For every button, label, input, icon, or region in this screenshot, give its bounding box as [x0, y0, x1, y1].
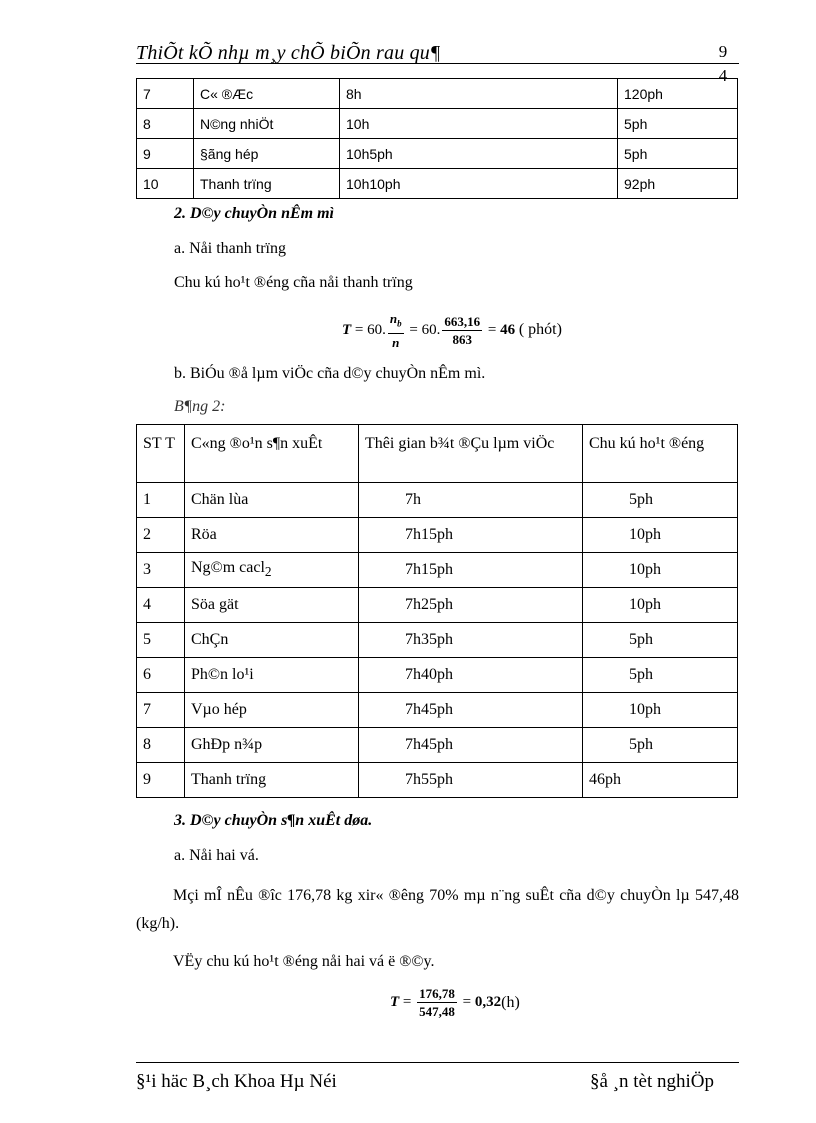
section-2-heading: 2. D©y chuyÒn nÊm mì [174, 205, 334, 222]
section-3-paragraph-2: VËy chu kú ho¹t ®éng nåi hai vá ë ®©y. [173, 953, 435, 970]
footer-university: §¹i häc B¸ch Khoa Hµ Néi [136, 1071, 337, 1092]
table-cell: 7h55ph [359, 763, 583, 798]
table-cell: Ph©n lo¹i [185, 658, 359, 693]
table-row [137, 588, 738, 623]
table-cell: 10h [340, 109, 618, 139]
table-cell: 10h5ph [340, 139, 618, 169]
table-cell: 7h45ph [359, 693, 583, 728]
table-cell: 6 [137, 658, 185, 693]
table-cell: ChÇn [185, 623, 359, 658]
table-cell: 7h35ph [359, 623, 583, 658]
table-cell: C« ®Æc [194, 79, 340, 109]
table-cell: 7h45ph [359, 728, 583, 763]
table-cell: GhÐp n¾p [185, 728, 359, 763]
table-row [137, 169, 738, 199]
table-cell: 7 [137, 79, 194, 109]
table-row [137, 518, 738, 553]
table-row [137, 728, 738, 763]
table-row [137, 763, 738, 798]
schedule-table-1 [136, 78, 738, 199]
table-cell: Thanh trïng [185, 763, 359, 798]
table-2-header-stt: ST T [137, 425, 185, 483]
table-cell: 10 [137, 169, 194, 199]
formula-cycle-sterilizer: T = 60. $\frac{n_b}{n}$ = 60. $\frac{663,16}{863}$ = 46 ( phót) [342, 311, 562, 350]
table-cell: 5ph [583, 728, 738, 763]
table-cell: 7h15ph [359, 553, 583, 588]
table-cell: 5ph [583, 483, 738, 518]
table-cell: 1 [137, 483, 185, 518]
table-cell: Chän lùa [185, 483, 359, 518]
page-number: 9 4 [718, 42, 728, 85]
table-cell: 7 [137, 693, 185, 728]
table-row [137, 483, 738, 518]
table-cell: Thanh trïng [194, 169, 340, 199]
table-row [137, 139, 738, 169]
formula-cycle-double-pot: T = $\frac{176,78}{547,48}$ = 0,32 (h) [390, 986, 520, 1019]
table-row [137, 553, 738, 588]
schedule-table-2 [136, 424, 738, 798]
table-cell: 7h15ph [359, 518, 583, 553]
table-cell: Söa gät [185, 588, 359, 623]
table-cell: 46ph [583, 763, 738, 798]
table-cell: 5ph [618, 109, 738, 139]
section-2-sub-b: b. BiÓu ®å lµm viÖc cña d©y chuyÒn nÊm mì. [174, 365, 486, 382]
table-2-caption: B¶ng 2: [174, 398, 226, 415]
section-3-heading: 3. D©y chuyÒn s¶n xuÊt døa. [174, 812, 373, 829]
table-cell: 9 [137, 763, 185, 798]
table-row [137, 658, 738, 693]
table-cell: 8h [340, 79, 618, 109]
section-2-cycle-text: Chu kú ho¹t ®éng cña nåi thanh trïng [174, 274, 413, 291]
table-cell: 7h [359, 483, 583, 518]
table-cell: 7h25ph [359, 588, 583, 623]
table-cell: 10ph [583, 588, 738, 623]
table-2-header-start-time: Thêi gian b¾t ®Çu lµm viÖc [359, 425, 583, 483]
table-cell: N©ng nhiÖt [194, 109, 340, 139]
table-row [137, 79, 738, 109]
section-3-sub-a: a. Nåi hai vá. [174, 847, 259, 864]
section-2-sub-a: a. Nåi thanh trïng [174, 240, 286, 257]
table-cell: 8 [137, 728, 185, 763]
footer-rule [136, 1062, 739, 1063]
table-cell: 5 [137, 623, 185, 658]
table-cell: 2 [137, 518, 185, 553]
table-cell: 7h40ph [359, 658, 583, 693]
table-cell: §ãng hép [194, 139, 340, 169]
table-cell: 120ph [618, 79, 738, 109]
table-cell: 10ph [583, 693, 738, 728]
section-3-paragraph-1: Mçi mÎ nÊu ®îc 176,78 kg xir« ®êng 70% mµ n¨ng suÊt cña d©y chuyÒn lµ 547,48 (kg/h). [136, 887, 739, 932]
table-cell: Vµo hép [185, 693, 359, 728]
table-cell: Röa [185, 518, 359, 553]
table-row [137, 623, 738, 658]
page-header-title: ThiÕt kÕ nhµ m¸y chÕ biÕn rau qu¶ [136, 42, 441, 64]
table-cell: 10ph [583, 518, 738, 553]
table-row [137, 109, 738, 139]
table-cell: 10h10ph [340, 169, 618, 199]
table-cell: Ng©m cacl$_2$ [185, 553, 359, 588]
table-2-header-stage: C«ng ®o¹n s¶n xuÊt [185, 425, 359, 483]
table-cell: 10ph [583, 553, 738, 588]
header-rule [136, 63, 739, 64]
table-cell: 5ph [583, 623, 738, 658]
table-cell: 9 [137, 139, 194, 169]
table-cell: 8 [137, 109, 194, 139]
footer-thesis-label: §å ¸n tèt nghiÖp [590, 1071, 715, 1092]
table-cell: 5ph [583, 658, 738, 693]
table-2-header-cycle: Chu kú ho¹t ®éng [583, 425, 738, 483]
table-row [137, 693, 738, 728]
table-cell: 5ph [618, 139, 738, 169]
table-cell: 3 [137, 553, 185, 588]
table-cell: 92ph [618, 169, 738, 199]
table-cell: 4 [137, 588, 185, 623]
